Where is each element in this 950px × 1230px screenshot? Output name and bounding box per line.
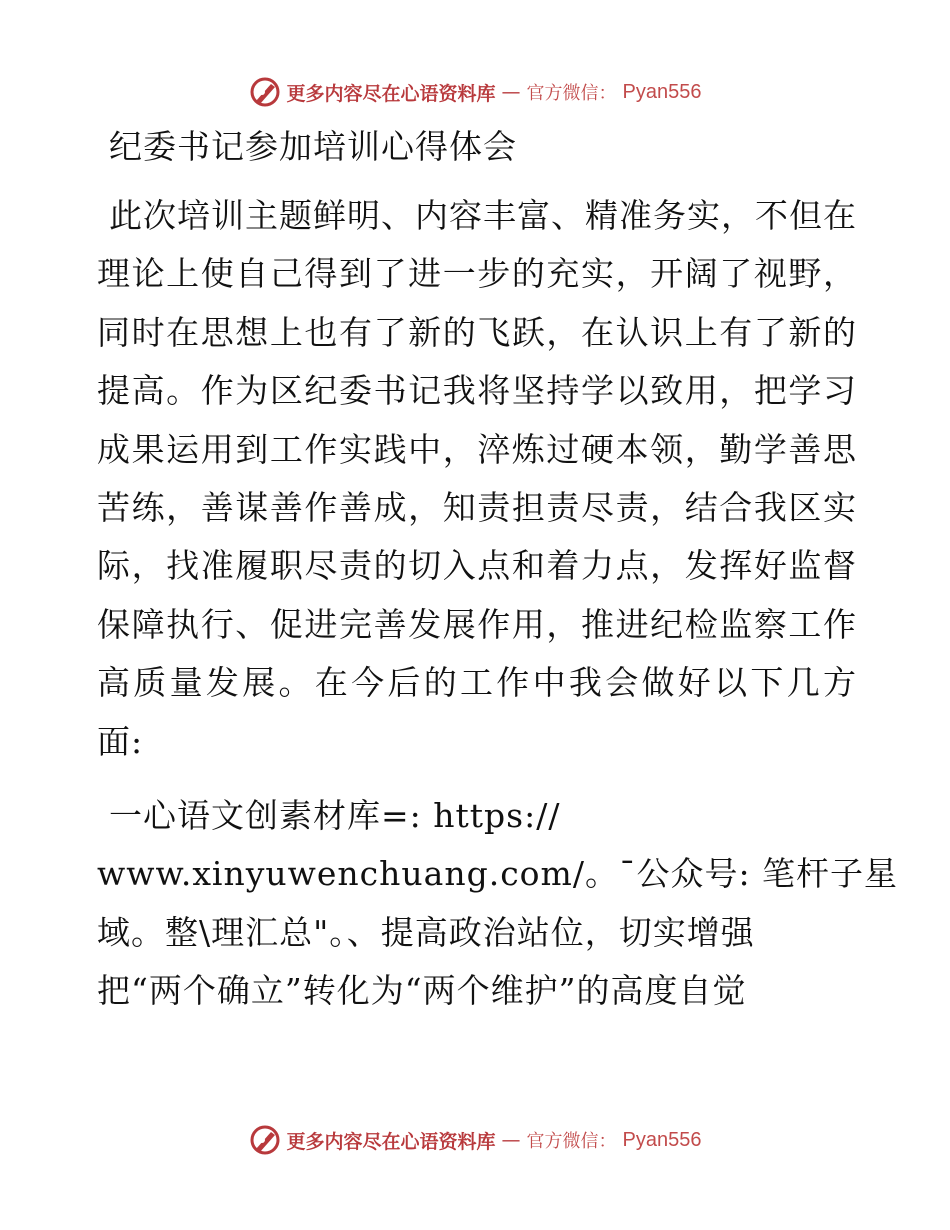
text-line-4: 把“两个确立”转化为“两个维护”的高度自觉 [97, 971, 747, 1011]
watermark-label: 官方微信： [526, 1131, 617, 1152]
watermark-text: 更多内容尽在心语资料库 [286, 1130, 496, 1153]
watermark [249, 76, 702, 108]
document-title: 纪委书记参加培训心得体会 [109, 127, 517, 166]
paragraph-1: 此次培训主题鲜明、内容丰富、精准务实，不但在理论上使自己得到了进一步的充实，开阔了视野，同时在思想上也有了新的飞跃，在认识上有了新的提高。作为区纪委书记我将坚持学以致用，把学习成果运用到工作实践中，淬炼过硬本领，勤学善思苦练，善谋善作善成，知责担责尽责，结合我区实际，找准履职尽责的切入点和着力点，发挥好监督保障执行、促进完善发展作用，推进纪检监察工作高质量发展。在今后的工作中我会做好以下几方面: [97, 196, 857, 761]
watermark-id: Pyan556 [622, 80, 702, 103]
watermark-id: Pyan556 [622, 1128, 702, 1151]
watermark-separator: — [501, 81, 521, 103]
pen-logo-icon [249, 1124, 281, 1156]
document-body [97, 118, 899, 1021]
text-line-3: 域。整\理汇总"。、提高政治站位，切实增强 [97, 912, 755, 952]
text-line-1: 一心语文创素材库=: https:// [109, 796, 561, 836]
watermark-separator: — [501, 1129, 521, 1151]
header-watermark [0, 72, 950, 112]
pen-logo-icon [249, 76, 281, 108]
text-line-2: www.xinyuwenchuang.com/。¯公众号: 笔杆子星 [97, 854, 899, 894]
watermark [249, 1124, 702, 1156]
watermark-text: 更多内容尽在心语资料库 [286, 82, 496, 105]
footer-watermark [0, 1120, 950, 1160]
paragraph-2 [97, 787, 899, 1021]
watermark-label: 官方微信： [526, 83, 617, 104]
